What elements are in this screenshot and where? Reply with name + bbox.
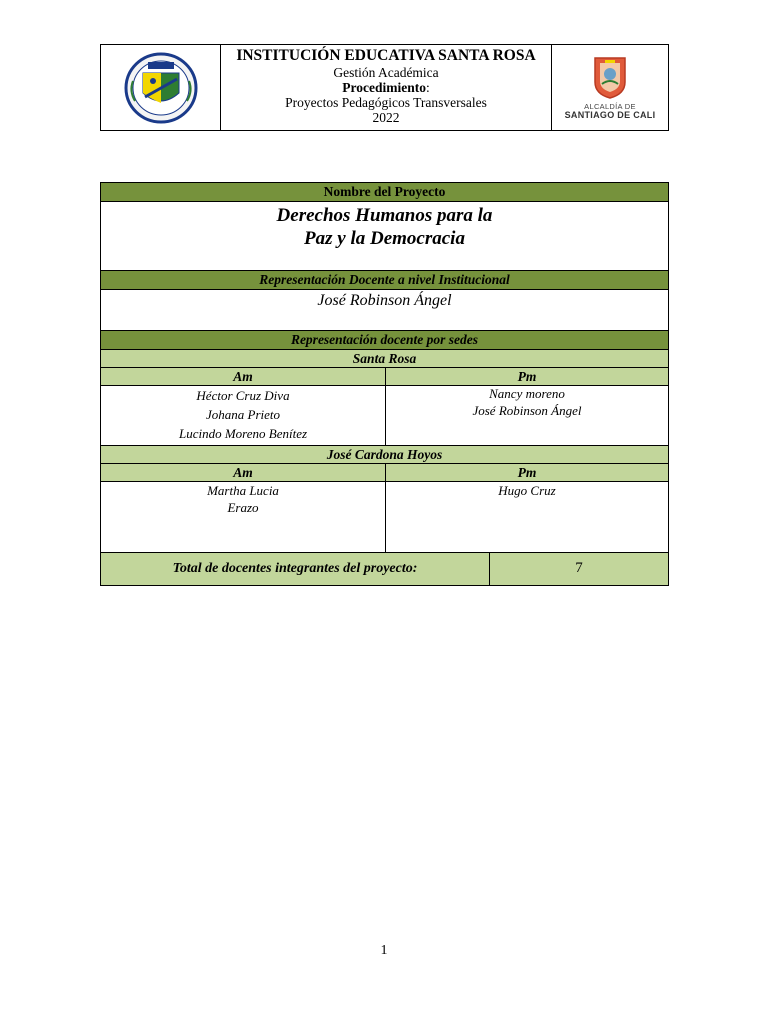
institution-logo xyxy=(101,45,221,130)
am-label: Am xyxy=(101,464,386,481)
document-header xyxy=(100,44,669,131)
teacher-name: Martha Lucia xyxy=(207,483,279,498)
city-logo-line2: SANTIAGO DE CALI xyxy=(564,110,656,120)
pm-teachers xyxy=(386,386,668,445)
total-value: 7 xyxy=(575,560,583,576)
project-name-header: Nombre del Proyecto xyxy=(101,183,668,202)
procedure-colon: : xyxy=(425,80,430,95)
teachers-row xyxy=(101,482,668,553)
shift-header-row xyxy=(101,368,668,386)
total-label: Total de docentes integrantes del proyecto: xyxy=(101,553,490,585)
project-name-line2: Paz y la Democracia xyxy=(304,228,465,249)
sede-rep-header: Representación docente por sedes xyxy=(101,331,668,350)
project-table xyxy=(100,182,669,586)
institutional-rep-name: José Robinson Ángel xyxy=(101,290,668,331)
institution-crest-icon xyxy=(123,51,199,125)
teacher-name: Johana Prieto xyxy=(205,407,280,422)
teachers-row xyxy=(101,386,668,446)
teacher-name: Héctor Cruz Diva xyxy=(196,388,290,403)
am-teachers xyxy=(101,482,386,552)
city-shield-icon xyxy=(593,56,627,100)
teacher-name: Erazo xyxy=(227,500,259,515)
teacher-name: Hugo Cruz xyxy=(498,483,556,498)
sede-name: Santa Rosa xyxy=(101,350,668,368)
procedure-name: Proyectos Pedagógicos Transversales xyxy=(285,95,487,110)
city-logo xyxy=(552,45,668,130)
am-label: Am xyxy=(101,368,386,385)
teacher-name: Nancy moreno xyxy=(489,386,565,401)
procedure-label-line xyxy=(221,80,551,95)
page-number: 1 xyxy=(380,943,388,958)
total-row xyxy=(101,553,668,585)
management-area: Gestión Académica xyxy=(333,65,439,80)
procedure-label: Procedimiento xyxy=(342,80,426,95)
document-year: 2022 xyxy=(372,110,400,125)
pm-teachers xyxy=(386,482,668,552)
header-text xyxy=(221,45,552,130)
project-name-line1: Derechos Humanos para la xyxy=(276,205,493,226)
am-teachers xyxy=(101,386,386,445)
teacher-name: José Robinson Ángel xyxy=(472,402,582,418)
sede-name: José Cardona Hoyos xyxy=(101,446,668,464)
project-name xyxy=(101,202,668,271)
pm-label: Pm xyxy=(517,369,537,384)
city-logo-line1: ALCALDÍA DE xyxy=(584,102,636,111)
pm-label: Pm xyxy=(517,465,537,480)
city-logo-text xyxy=(565,103,656,119)
institution-name: INSTITUCIÓN EDUCATIVA SANTA ROSA xyxy=(236,47,536,64)
institutional-rep-header: Representación Docente a nivel Institucional xyxy=(101,271,668,290)
teacher-name: Lucindo Moreno Benítez xyxy=(178,426,308,441)
shift-header-row xyxy=(101,464,668,482)
